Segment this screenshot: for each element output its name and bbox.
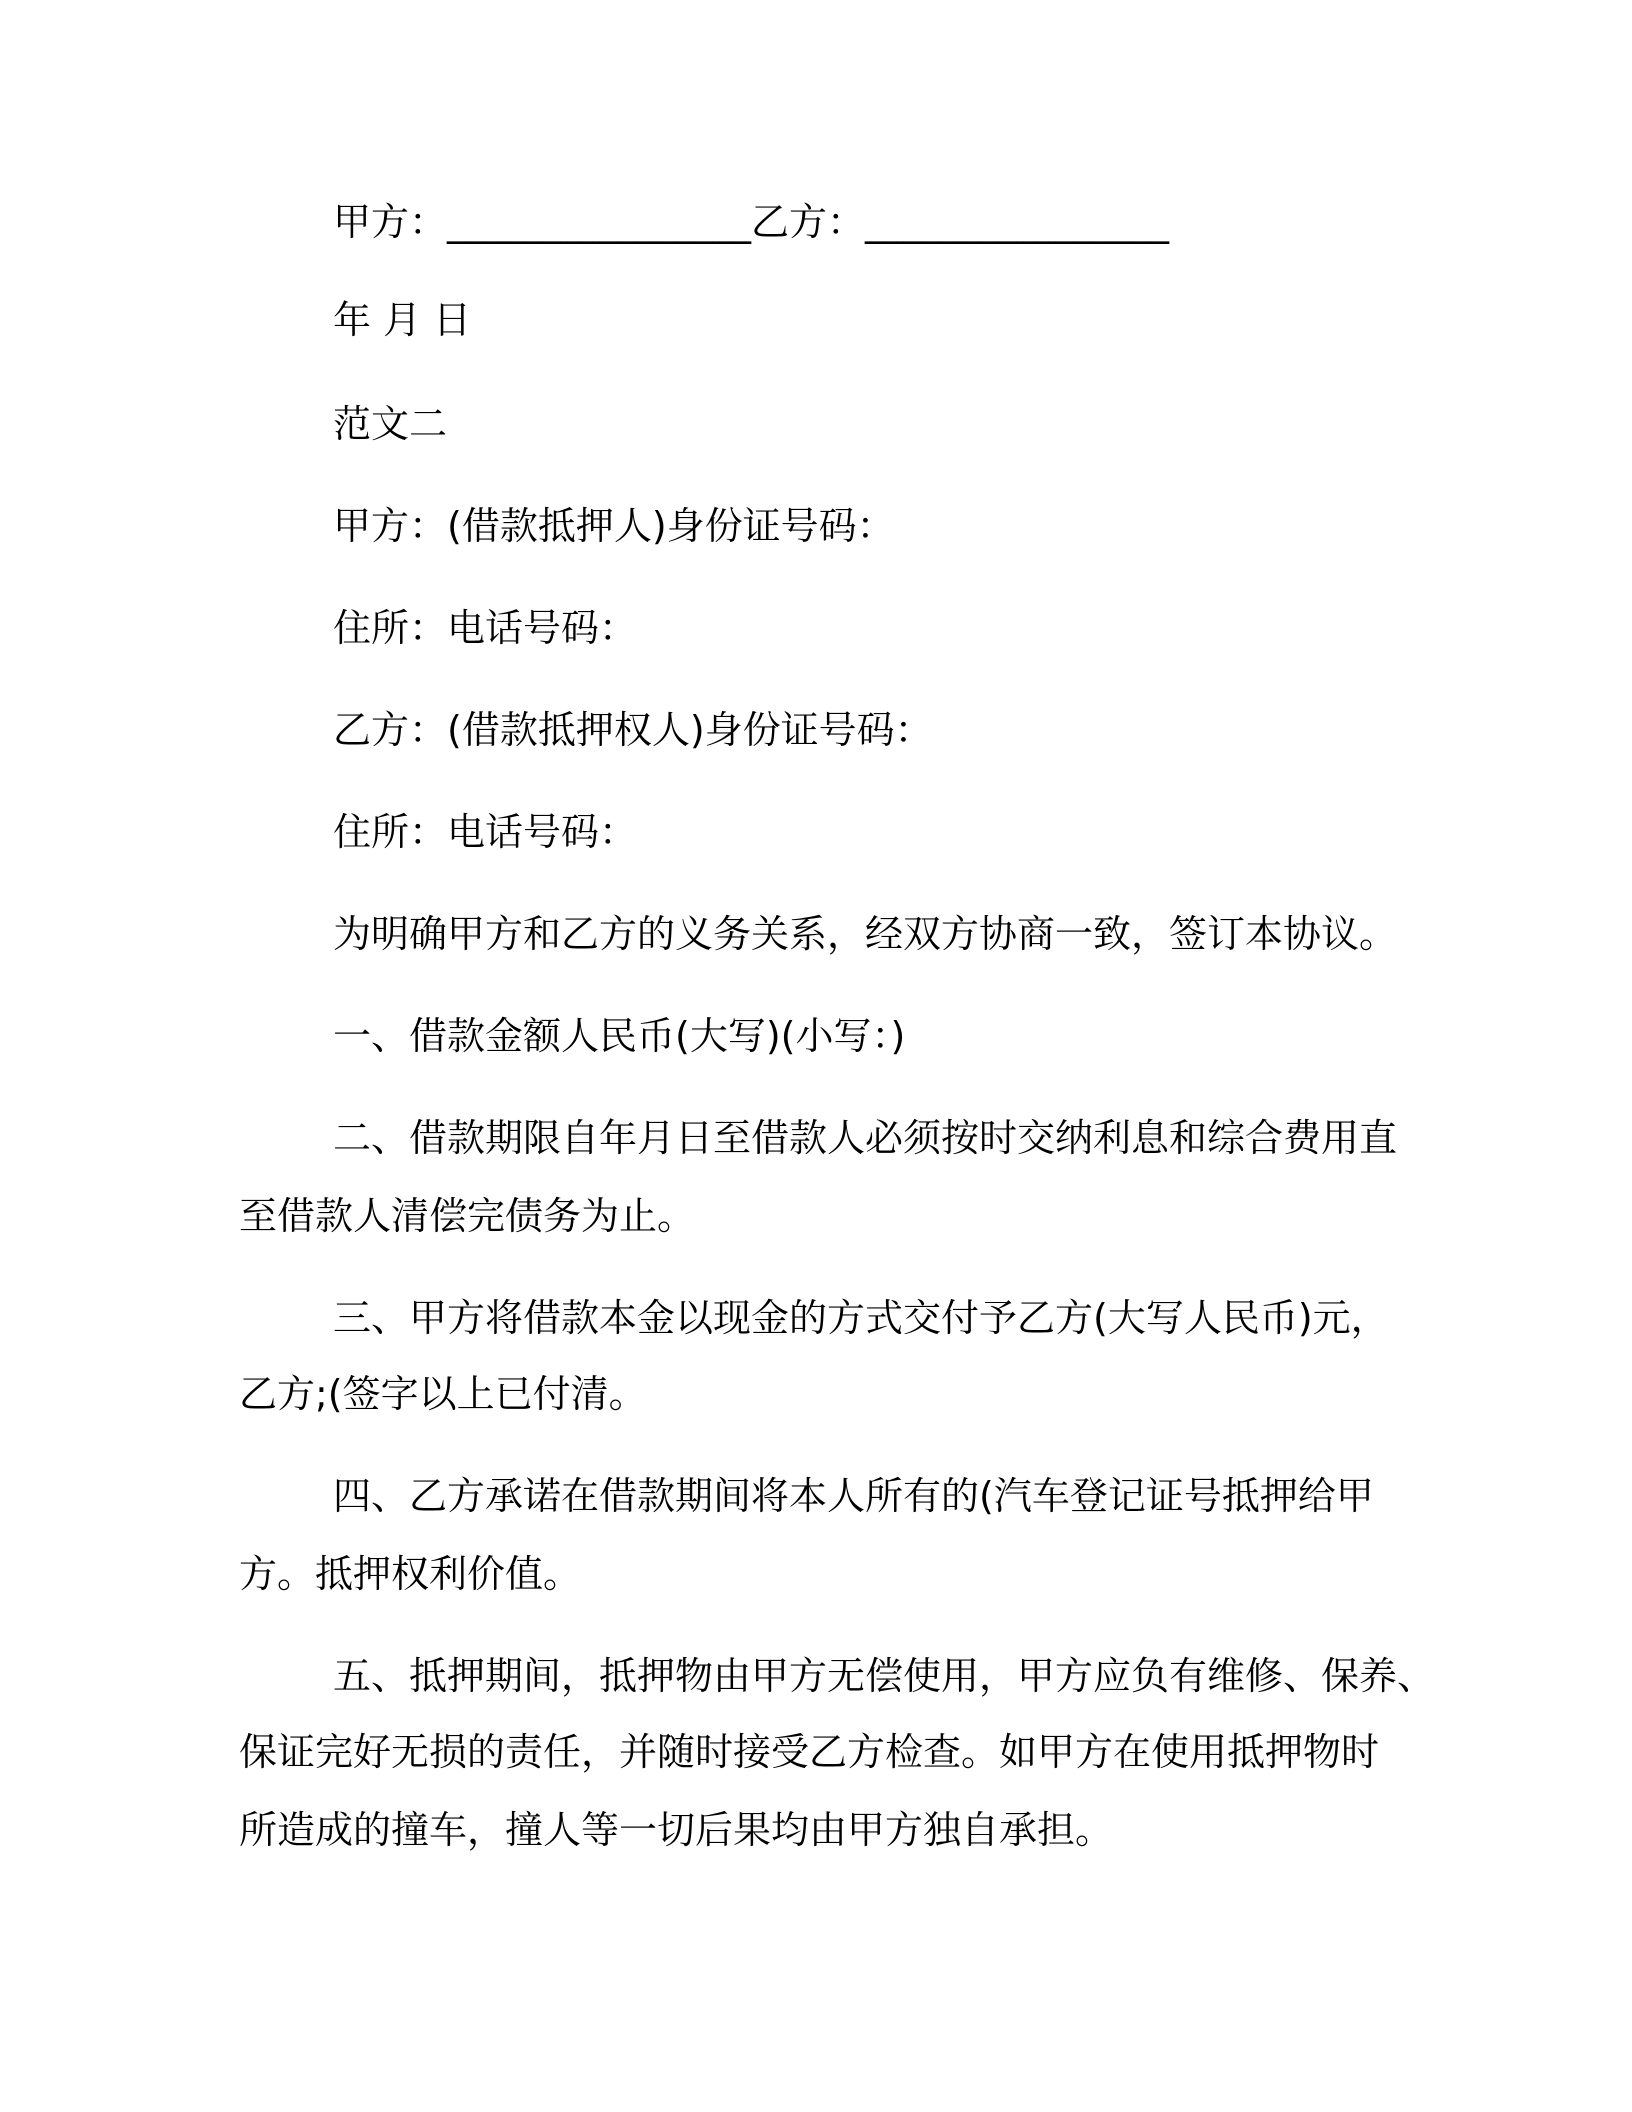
preamble: 为明确甲方和乙方的义务关系，经双方协商一致，签订本协议。 (333, 912, 1398, 956)
clause-5-line-1: 五、抵押期间，抵押物由甲方无偿使用，甲方应负有维修、保养、 (333, 1654, 1436, 1698)
clause-2-line-2: 至借款人清偿完债务为止。 (239, 1194, 696, 1238)
clause-1: 一、借款金额人民币(大写)(小写：) (333, 1014, 906, 1058)
party-a-line: 甲方：(借款抵押人)身份证号码： (333, 504, 895, 548)
signature-line: 甲方：________________乙方：________________ (333, 200, 1170, 244)
clause-3-line-1: 三、甲方将借款本金以现金的方式交付予乙方(大写人民币)元， (333, 1296, 1389, 1340)
clause-2-line-1: 二、借款期限自年月日至借款人必须按时交纳利息和综合费用直 (333, 1116, 1398, 1160)
clause-4-line-1: 四、乙方承诺在借款期间将本人所有的(汽车登记证号抵押给甲 (333, 1474, 1374, 1518)
party-a-address-line: 住所：电话号码： (333, 606, 638, 650)
party-b-address-line: 住所：电话号码： (333, 810, 638, 854)
clause-5-line-3: 所造成的撞车，撞人等一切后果均由甲方独自承担。 (239, 1808, 1114, 1852)
date-line: 年 月 日 (333, 298, 472, 342)
clause-3-line-2: 乙方;(签字以上已付清。 (239, 1372, 647, 1416)
section-title: 范文二 (333, 402, 448, 446)
clause-5-line-2: 保证完好无损的责任，并随时接受乙方检查。如甲方在使用抵押物时 (239, 1730, 1380, 1774)
party-b-line: 乙方：(借款抵押权人)身份证号码： (333, 708, 933, 752)
clause-4-line-2: 方。抵押权利价值。 (239, 1552, 582, 1596)
